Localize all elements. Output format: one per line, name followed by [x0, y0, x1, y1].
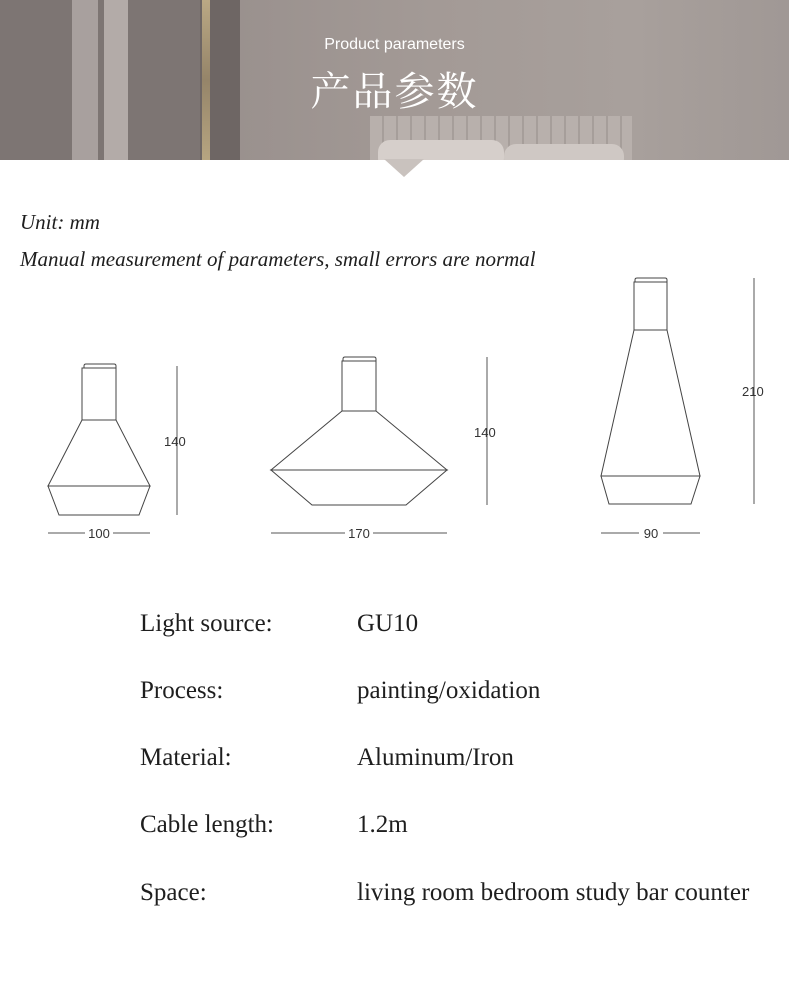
spec-value: 1.2m	[357, 811, 408, 838]
banner-pillow	[504, 144, 624, 160]
lamp-3-height-label: 210	[742, 384, 764, 399]
lamp-2-width-label: 170	[348, 526, 370, 541]
spec-value: living room bedroom study bar counter	[357, 879, 750, 906]
spec-label: Material:	[140, 744, 232, 771]
spec-value: GU10	[357, 610, 419, 637]
spec-label: Process:	[140, 677, 224, 704]
measurement-note: Manual measurement of parameters, small errors are normal	[20, 247, 536, 271]
unit-text: Unit: mm	[20, 210, 100, 234]
banner-title: 产品参数	[310, 69, 479, 115]
spec-label: Cable length:	[140, 811, 274, 838]
lamp-1-outline	[48, 364, 150, 515]
spec-value: painting/oxidation	[357, 677, 541, 704]
banner-pillow	[378, 140, 504, 160]
lamp-3-outline	[601, 278, 700, 504]
spec-value: Aluminum/Iron	[357, 744, 514, 771]
lamp-1-height-label: 140	[164, 434, 186, 449]
spec-label: Space:	[140, 879, 207, 906]
lamp-2-height-label: 140	[474, 425, 496, 440]
banner-subtitle: Product parameters	[324, 36, 465, 53]
banner-notch	[384, 159, 424, 177]
lamp-3-width-label: 90	[643, 526, 659, 541]
lamp-2-outline	[271, 357, 447, 505]
header-banner	[0, 0, 789, 160]
spec-label: Light source:	[140, 610, 273, 637]
lamp-1-width-label: 100	[88, 526, 110, 541]
dimension-drawings	[0, 270, 789, 560]
